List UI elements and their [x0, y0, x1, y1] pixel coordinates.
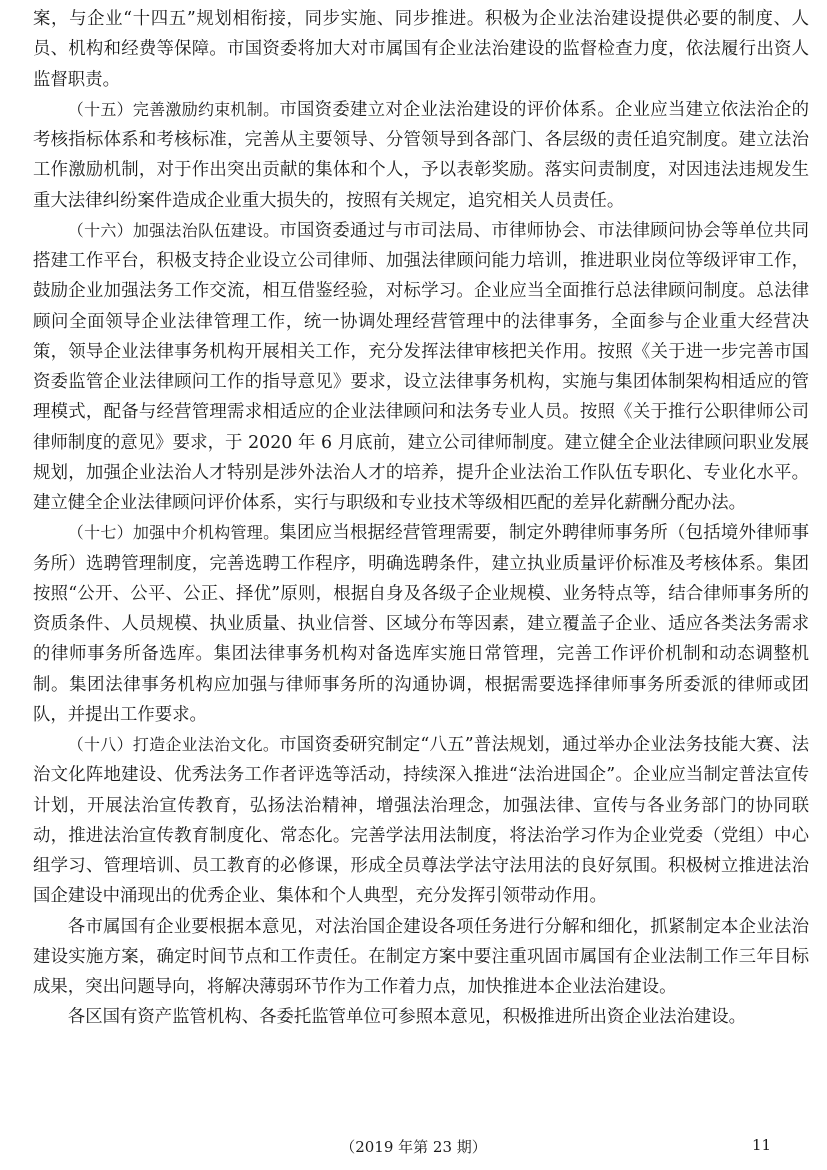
paragraph-16: （十六）加强法治队伍建设。市国资委通过与市司法局、市律师协会、市法律顾问协会等单位共同搭建工作平台，积极支持企业设立公司律师、加强法律顾问能力培训，推进职业岗位等级评审工作，鼓励企业加强法务工作交流，相互借鉴经验，对标学习。企业应当全面推行总法律顾问制度。总法律顾问全面领导企业法律管理工作，统一协调处理经营管理中的法律事务，全面参与企业重大经营决策，领导企业法律事务机构开展相关工作，充分发挥法律审核把关作用。按照《关于进一步完善市国资委监管企业法律顾问工作的指导意见》要求，设立法律事务机构，实施与集团体制架构相适应的管理模式，配备与经营管理需求相适应的企业法律顾问和法务专业人员。按照《关于推行公职律师公司律师制度的意见》要求，于 2020 年 6 月底前，建立公司律师制度。建立健全企业法律顾问职业发展规划，加强企业法治人才特别是涉外法治人才的培养，提升企业法治工作队伍专职化、专业化水平。建立健全企业法律顾问评价体系，实行与职级和专业技术等级相匹配的差异化薪酬分配办法。	[33, 220, 809, 513]
paragraph-closing-2: 各区国有资产监管机构、各委托监管单位可参照本意见，积极推进所出资企业法治建设。	[67, 1007, 747, 1028]
page-number: 11	[752, 1136, 772, 1154]
paragraph-closing-1: 各市属国有企业要根据本意见，对法治国企建设各项任务进行分解和细化，抓紧制定本企业法治建设实施方案，确定时间节点和工作责任。在制定方案中要注重巩固市属国有企业法制工作三年目标成果，突出问题导向，将解决薄弱环节作为工作着力点，加快推进本企业法治建设。	[33, 916, 809, 997]
body-text	[33, 4, 809, 1033]
paragraph-17: （十七）加强中介机构管理。集团应当根据经营管理需要，制定外聘律师事务所（包括境外律师事务所）选聘管理制度，完善选聘工作程序，明确选聘条件，建立执业质量评价标准及考核体系。集团按照“公开、公平、公正、择优”原则，根据自身及各级子企业规模、业务特点等，结合律师事务所的资质条件、人员规模、执业质量、执业信誉、区域分布等因素，建立覆盖子企业、适应各类法务需求的律师事务所备选库。集团法律事务机构对备选库实施日常管理，完善工作评价机制和动态调整机制。集团法律事务机构应加强与律师事务所的沟通协调，根据需要选择律师事务所委派的律师或团队，并提出工作要求。	[33, 523, 809, 725]
section-heading-15: （十五）完善激励约束机制。	[67, 99, 280, 119]
paragraph-15: （十五）完善激励约束机制。市国资委建立对企业法治建设的评价体系。企业应当建立依法治企的考核指标体系和考核标准，完善从主要领导、分管领导到各部门、各层级的责任追究制度。建立法治工作激励机制，对于作出突出贡献的集体和个人，予以表彰奖励。落实问责制度，对因违法违规发生重大法律纠纷案件造成企业重大损失的，按照有关规定，追究相关人员责任。	[33, 99, 809, 211]
section-heading-17: （十七）加强中介机构管理。	[67, 523, 280, 543]
paragraph-continuation: 案，与企业“十四五”规划相衔接，同步实施、同步推进。积极为企业法治建设提供必要的制度、人员、机构和经费等保障。市国资委将加大对市属国有企业法治建设的监督检查力度，依法履行出资人监督职责。	[33, 9, 809, 90]
section-heading-18: （十八）打造企业法治文化。	[67, 735, 280, 754]
section-heading-16: （十六）加强法治队伍建设。	[67, 220, 280, 240]
footer-issue: （2019 年第 23 期）	[340, 1138, 487, 1156]
paragraph-18: （十八）打造企业法治文化。市国资委研究制定“八五”普法规划，通过举办企业法务技能大赛、法治文化阵地建设、优秀法务工作者评选等活动，持续深入推进“法治进国企”。企业应当制定普法宣传计划，开展法治宣传教育，弘扬法治精神，增强法治理念，加强法律、宣传与各业务部门的协同联动，推进法治宣传教育制度化、常态化。完善学法用法制度，将法治学习作为企业党委（党组）中心组学习、管理培训、员工教育的必修课，形成全员尊法学法守法用法的良好氛围。积极树立推进法治国企建设中涌现出的优秀企业、集体和个人典型，充分发挥引领带动作用。	[33, 735, 809, 907]
